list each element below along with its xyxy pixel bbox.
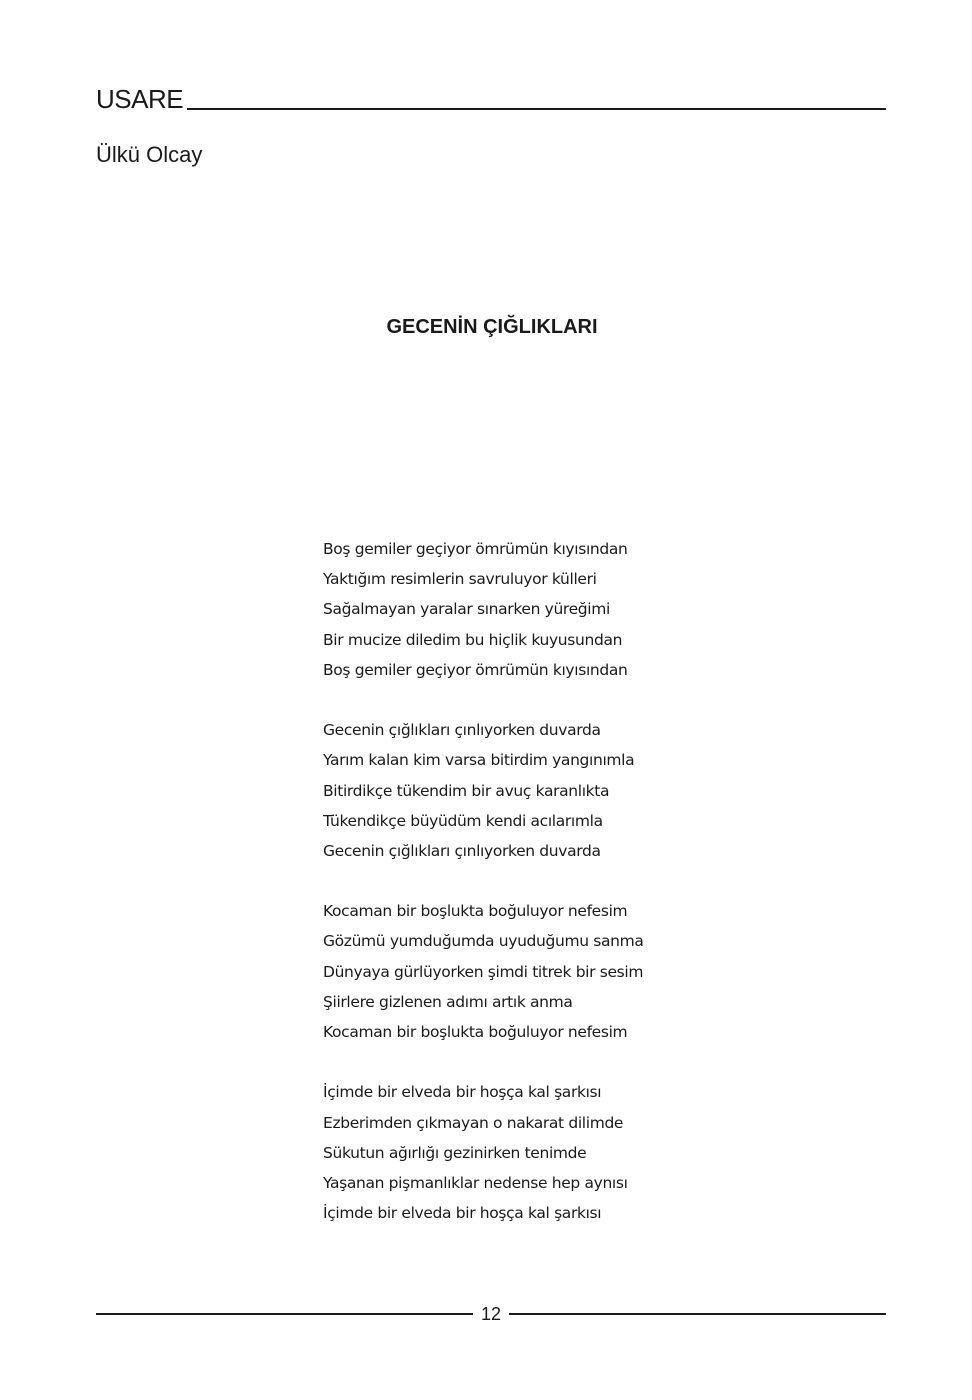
page-footer: [96, 1302, 886, 1326]
footer-rule-left: [96, 1313, 473, 1315]
poem-line: Tükendikçe büyüdüm kendi acılarımla: [323, 811, 603, 830]
poem-line: Yarım kalan kim varsa bitirdim yangınımla: [323, 751, 635, 770]
poem-line: Gecenin çığlıkları çınlıyorken duvarda: [323, 841, 601, 860]
stanza: [323, 896, 743, 1047]
author-name: Ülkü Olcay: [96, 142, 203, 167]
page-number: 12: [480, 1303, 502, 1324]
poem-line: Yaktığım resimlerin savruluyor külleri: [323, 570, 597, 589]
poem-line: Sükutun ağırlığı gezinirken tenimde: [323, 1143, 587, 1162]
poem-line: Sağalmayan yaralar sınarken yüreğimi: [323, 600, 610, 619]
poem-line: Yaşanan pişmanlıklar nedense hep aynısı: [323, 1173, 628, 1192]
stanza: [323, 715, 743, 866]
poem-line: İçimde bir elveda bir hoşça kal şarkısı: [323, 1083, 602, 1102]
poem-line: Bir mucize diledim bu hiçlik kuyusundan: [323, 630, 623, 649]
footer-rule-right: [509, 1313, 886, 1315]
poem-line: Gecenin çığlıkları çınlıyorken duvarda: [323, 721, 601, 740]
running-header: [96, 82, 886, 112]
poem-title: GECENİN ÇIĞLIKLARI: [386, 316, 598, 338]
poem-line: Dünyaya gürlüyorken şimdi titrek bir sesim: [323, 962, 644, 981]
poem-line: Boş gemiler geçiyor ömrümün kıyısından: [323, 540, 628, 558]
header-rule: [187, 108, 886, 110]
poem-line: Gözümü yumduğumda uyuduğumu sanma: [323, 932, 644, 951]
stanza: [323, 1077, 743, 1228]
journal-name: USARE: [96, 84, 184, 114]
poem-line: Kocaman bir boşlukta boğuluyor nefesim: [323, 902, 628, 921]
poem-line: Şiirlere gizlenen adımı artık anma: [323, 992, 573, 1011]
poem-line: Ezberimden çıkmayan o nakarat dilimde: [323, 1113, 624, 1132]
poem-line: Boş gemiler geçiyor ömrümün kıyısından: [323, 660, 628, 679]
stanza: [323, 534, 743, 685]
poem-line: Bitirdikçe tükendim bir avuç karanlıkta: [323, 781, 610, 800]
poem-line: Kocaman bir boşlukta boğuluyor nefesim: [323, 1023, 628, 1041]
poem-body: [323, 534, 743, 1228]
poem-line: İçimde bir elveda bir hoşça kal şarkısı: [323, 1204, 602, 1223]
